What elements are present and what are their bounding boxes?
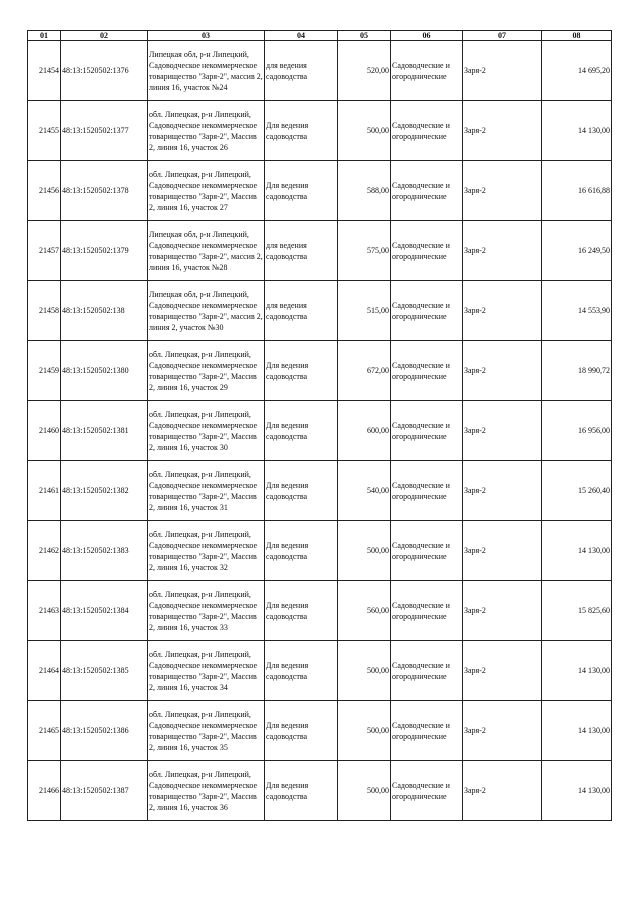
row-number-cell: 21463 bbox=[28, 581, 61, 641]
plot-address-cell: обл. Липецкая, р-н Липецкий, Садоводческое некоммерческое товарищество "Заря-2", Массив 2, линия 16, участок 35 bbox=[148, 701, 265, 761]
permitted-use-cell: Для ведения садоводства bbox=[265, 401, 338, 461]
partnership-name-cell: Заря-2 bbox=[463, 701, 542, 761]
plot-area-cell: 672,00 bbox=[338, 341, 391, 401]
column-header: 08 bbox=[542, 31, 612, 41]
plot-area-cell: 500,00 bbox=[338, 701, 391, 761]
permitted-use-cell: для ведения садоводства bbox=[265, 41, 338, 101]
cadastral-number-cell: 48:13:1520502:1387 bbox=[61, 761, 148, 821]
table-row bbox=[28, 461, 612, 521]
permitted-use-cell: Для ведения садоводства bbox=[265, 161, 338, 221]
partnership-name-cell: Заря-2 bbox=[463, 281, 542, 341]
plot-area-cell: 500,00 bbox=[338, 521, 391, 581]
row-number-cell: 21459 bbox=[28, 341, 61, 401]
table-row bbox=[28, 41, 612, 101]
cadastral-value-cell: 14 553,90 bbox=[542, 281, 612, 341]
column-header: 02 bbox=[61, 31, 148, 41]
land-category-cell: Садоводческие и огороднические bbox=[391, 701, 463, 761]
cadastral-number-cell: 48:13:1520502:1377 bbox=[61, 101, 148, 161]
permitted-use-cell: Для ведения садоводства bbox=[265, 461, 338, 521]
plot-address-cell: обл. Липецкая, р-н Липецкий, Садоводческое некоммерческое товарищество "Заря-2", Массив 2, линия 16, участок 26 bbox=[148, 101, 265, 161]
plot-address-cell: обл. Липецкая, р-н Липецкий, Садоводческое некоммерческое товарищество "Заря-2", Массив 2, линия 16, участок 29 bbox=[148, 341, 265, 401]
column-header: 05 bbox=[338, 31, 391, 41]
table-row bbox=[28, 281, 612, 341]
plot-address-cell: обл. Липецкая, р-н Липецкий, Садоводческое некоммерческое товарищество "Заря-2", Массив 2, линия 16, участок 27 bbox=[148, 161, 265, 221]
cadastral-number-cell: 48:13:1520502:1385 bbox=[61, 641, 148, 701]
table-row bbox=[28, 161, 612, 221]
plot-address-cell: Липецкая обл, р-н Липецкий, Садоводческое некоммерческое товарищество "Заря-2", массив 2, линия 16, участок №28 bbox=[148, 221, 265, 281]
table-row bbox=[28, 641, 612, 701]
row-number-cell: 21457 bbox=[28, 221, 61, 281]
cadastral-number-cell: 48:13:1520502:1382 bbox=[61, 461, 148, 521]
plot-area-cell: 500,00 bbox=[338, 761, 391, 821]
land-category-cell: Садоводческие и огороднические bbox=[391, 401, 463, 461]
cadastral-number-cell: 48:13:1520502:1384 bbox=[61, 581, 148, 641]
row-number-cell: 21462 bbox=[28, 521, 61, 581]
land-category-cell: Садоводческие и огороднические bbox=[391, 641, 463, 701]
cadastral-value-cell: 18 990,72 bbox=[542, 341, 612, 401]
cadastral-value-cell: 14 130,00 bbox=[542, 701, 612, 761]
plot-address-cell: обл. Липецкая, р-н Липецкий, Садоводческое некоммерческое товарищество "Заря-2", Массив 2, линия 16, участок 31 bbox=[148, 461, 265, 521]
plot-area-cell: 540,00 bbox=[338, 461, 391, 521]
column-header: 04 bbox=[265, 31, 338, 41]
partnership-name-cell: Заря-2 bbox=[463, 341, 542, 401]
table-row bbox=[28, 581, 612, 641]
plot-area-cell: 520,00 bbox=[338, 41, 391, 101]
cadastral-number-cell: 48:13:1520502:1378 bbox=[61, 161, 148, 221]
partnership-name-cell: Заря-2 bbox=[463, 521, 542, 581]
cadastral-number-cell: 48:13:1520502:1376 bbox=[61, 41, 148, 101]
row-number-cell: 21466 bbox=[28, 761, 61, 821]
permitted-use-cell: Для ведения садоводства bbox=[265, 701, 338, 761]
land-category-cell: Садоводческие и огороднические bbox=[391, 221, 463, 281]
plot-area-cell: 575,00 bbox=[338, 221, 391, 281]
plot-area-cell: 560,00 bbox=[338, 581, 391, 641]
partnership-name-cell: Заря-2 bbox=[463, 641, 542, 701]
land-category-cell: Садоводческие и огороднические bbox=[391, 41, 463, 101]
cadastral-number-cell: 48:13:1520502:138 bbox=[61, 281, 148, 341]
permitted-use-cell: Для ведения садоводства bbox=[265, 521, 338, 581]
partnership-name-cell: Заря-2 bbox=[463, 401, 542, 461]
cadastral-value-cell: 15 825,60 bbox=[542, 581, 612, 641]
plot-area-cell: 600,00 bbox=[338, 401, 391, 461]
permitted-use-cell: Для ведения садоводства bbox=[265, 581, 338, 641]
cadastral-value-cell: 14 130,00 bbox=[542, 761, 612, 821]
permitted-use-cell: для ведения садоводства bbox=[265, 221, 338, 281]
permitted-use-cell: Для ведения садоводства bbox=[265, 341, 338, 401]
land-category-cell: Садоводческие и огороднические bbox=[391, 581, 463, 641]
row-number-cell: 21458 bbox=[28, 281, 61, 341]
cadastral-value-cell: 16 956,00 bbox=[542, 401, 612, 461]
cadastral-number-cell: 48:13:1520502:1379 bbox=[61, 221, 148, 281]
row-number-cell: 21464 bbox=[28, 641, 61, 701]
plot-area-cell: 515,00 bbox=[338, 281, 391, 341]
cadastral-number-cell: 48:13:1520502:1383 bbox=[61, 521, 148, 581]
plot-address-cell: обл. Липецкая, р-н Липецкий, Садоводческое некоммерческое товарищество "Заря-2", Массив 2, линия 16, участок 32 bbox=[148, 521, 265, 581]
plot-address-cell: обл. Липецкая, р-н Липецкий, Садоводческое некоммерческое товарищество "Заря-2", Массив 2, линия 16, участок 36 bbox=[148, 761, 265, 821]
partnership-name-cell: Заря-2 bbox=[463, 161, 542, 221]
land-category-cell: Садоводческие и огороднические bbox=[391, 281, 463, 341]
plot-area-cell: 500,00 bbox=[338, 101, 391, 161]
land-category-cell: Садоводческие и огороднические bbox=[391, 521, 463, 581]
plot-address-cell: обл. Липецкая, р-н Липецкий, Садоводческое некоммерческое товарищество "Заря-2", Массив 2, линия 16, участок 33 bbox=[148, 581, 265, 641]
plot-area-cell: 588,00 bbox=[338, 161, 391, 221]
partnership-name-cell: Заря-2 bbox=[463, 461, 542, 521]
land-category-cell: Садоводческие и огороднические bbox=[391, 161, 463, 221]
cadastral-number-cell: 48:13:1520502:1381 bbox=[61, 401, 148, 461]
table-row bbox=[28, 401, 612, 461]
cadastral-value-cell: 16 616,88 bbox=[542, 161, 612, 221]
plot-address-cell: Липецкая обл, р-н Липецкий, Садоводческое некоммерческое товарищество "Заря-2", массив 2, линия 2, участок №30 bbox=[148, 281, 265, 341]
partnership-name-cell: Заря-2 bbox=[463, 101, 542, 161]
permitted-use-cell: Для ведения садоводства bbox=[265, 101, 338, 161]
cadastral-value-cell: 14 130,00 bbox=[542, 521, 612, 581]
partnership-name-cell: Заря-2 bbox=[463, 221, 542, 281]
plot-area-cell: 500,00 bbox=[338, 641, 391, 701]
table-row bbox=[28, 521, 612, 581]
cadastral-value-cell: 15 260,40 bbox=[542, 461, 612, 521]
row-number-cell: 21461 bbox=[28, 461, 61, 521]
row-number-cell: 21460 bbox=[28, 401, 61, 461]
permitted-use-cell: Для ведения садоводства bbox=[265, 761, 338, 821]
table-row bbox=[28, 341, 612, 401]
partnership-name-cell: Заря-2 bbox=[463, 41, 542, 101]
row-number-cell: 21455 bbox=[28, 101, 61, 161]
cadastral-value-cell: 16 249,50 bbox=[542, 221, 612, 281]
land-category-cell: Садоводческие и огороднические bbox=[391, 461, 463, 521]
plot-address-cell: обл. Липецкая, р-н Липецкий, Садоводческое некоммерческое товарищество "Заря-2", Массив 2, линия 16, участок 34 bbox=[148, 641, 265, 701]
column-header: 03 bbox=[148, 31, 265, 41]
column-header: 07 bbox=[463, 31, 542, 41]
row-number-cell: 21456 bbox=[28, 161, 61, 221]
table-row bbox=[28, 761, 612, 821]
cadastral-number-cell: 48:13:1520502:1380 bbox=[61, 341, 148, 401]
partnership-name-cell: Заря-2 bbox=[463, 581, 542, 641]
cadastral-value-cell: 14 130,00 bbox=[542, 641, 612, 701]
column-header: 06 bbox=[391, 31, 463, 41]
permitted-use-cell: для ведения садоводства bbox=[265, 281, 338, 341]
table-row bbox=[28, 221, 612, 281]
land-category-cell: Садоводческие и огороднические bbox=[391, 761, 463, 821]
column-header: 01 bbox=[28, 31, 61, 41]
row-number-cell: 21465 bbox=[28, 701, 61, 761]
table-row bbox=[28, 701, 612, 761]
cadastral-number-cell: 48:13:1520502:1386 bbox=[61, 701, 148, 761]
land-plots-table bbox=[27, 30, 612, 821]
plot-address-cell: обл. Липецкая, р-н Липецкий, Садоводческое некоммерческое товарищество "Заря-2", Массив 2, линия 16, участок 30 bbox=[148, 401, 265, 461]
cadastral-value-cell: 14 130,00 bbox=[542, 101, 612, 161]
land-category-cell: Садоводческие и огороднические bbox=[391, 341, 463, 401]
table-row bbox=[28, 101, 612, 161]
table-header-row bbox=[28, 31, 612, 41]
plot-address-cell: Липецкая обл, р-н Липецкий, Садоводческое некоммерческое товарищество "Заря-2", массив 2, линия 16, участок №24 bbox=[148, 41, 265, 101]
cadastral-value-cell: 14 695,20 bbox=[542, 41, 612, 101]
permitted-use-cell: Для ведения садоводства bbox=[265, 641, 338, 701]
row-number-cell: 21454 bbox=[28, 41, 61, 101]
land-category-cell: Садоводческие и огороднические bbox=[391, 101, 463, 161]
partnership-name-cell: Заря-2 bbox=[463, 761, 542, 821]
